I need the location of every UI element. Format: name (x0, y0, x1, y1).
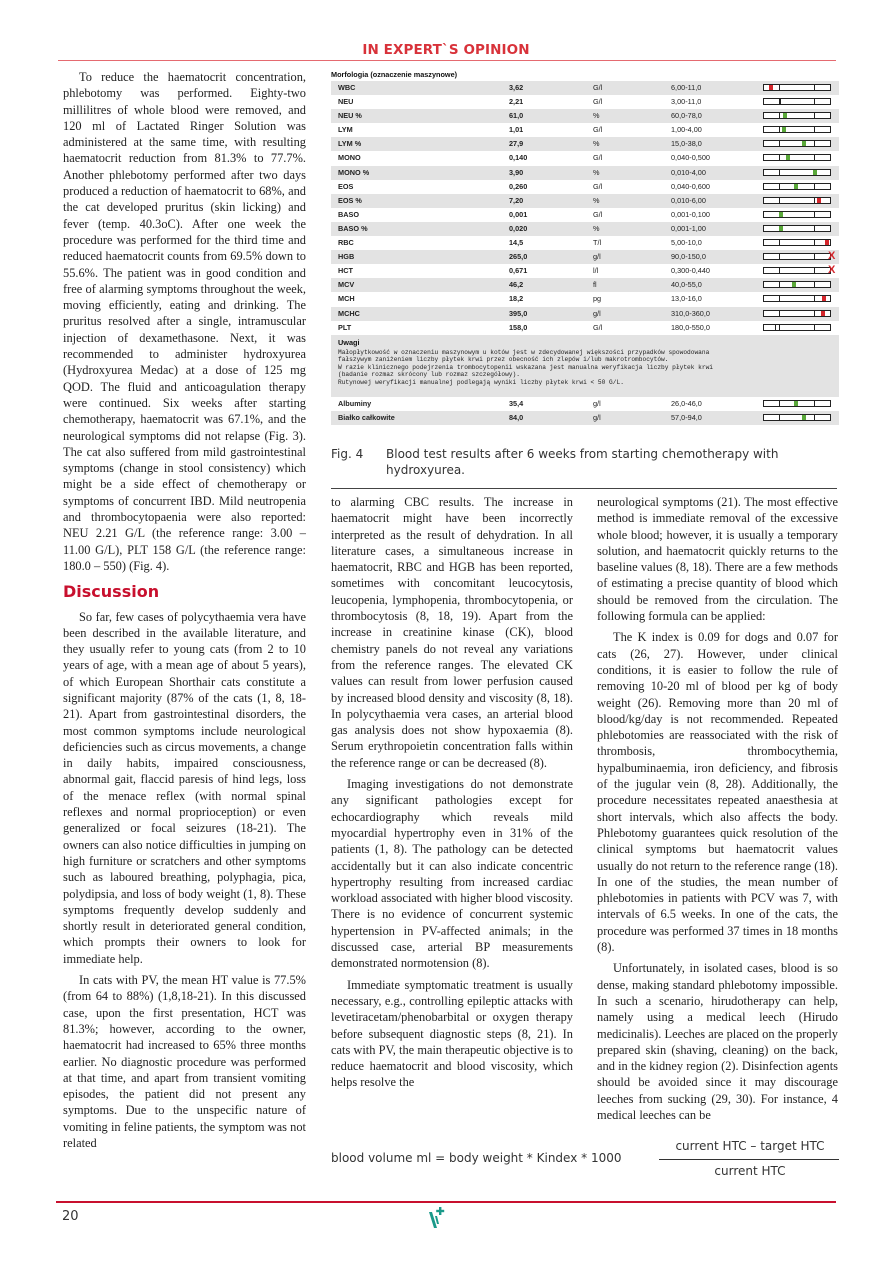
test-value: 3,90 (509, 167, 524, 177)
gauge-marker (779, 226, 783, 231)
reference-range: 0,040-0,500 (671, 153, 710, 163)
paragraph: Immediate symptomatic treatment is usually necessary, e.g., controlling epileptic attacks with levetiracetam/phenobarbital or oxygen therapy before subsequent diagnostic steps (8, 21). In cats with PV, the main therapeutic objective is to reduce haematocrit and blood viscosity, which helps resolve the (331, 977, 573, 1090)
test-value: 14,5 (509, 238, 524, 248)
reference-range: 13,0-16,0 (671, 294, 702, 304)
test-value: 3,62 (509, 83, 524, 92)
range-gauge (763, 84, 831, 91)
test-name: MONO % (338, 167, 370, 177)
paragraph: to alarming CBC results. The increase in haematocrit might have been incorrectly interpreted as the result of dehydration. In all literature cases, a simultaneous increase in haematocrit, RBC and HGB has been reported, sometimes with concomitant leucocytosis, leucopenia, lymphopenia, thrombocytopenia, or thrombocytosis (8, 18, 19). Apart from the increase in creatinine kinase (CK), blood chemistry panels do not reveal any variations from the reference ranges. The elevated CK values can result from lower perfusion caused by increased blood density and viscosity (8, 18). In polycythaemia vera cases, an arterial blood gas analysis does not show hypoxaemia (8). Serum erythropoietin concentration falls within the reference range or can be decreased (8). (331, 495, 573, 770)
gauge-marker (769, 85, 773, 90)
paragraph: The K index is 0.09 for dogs and 0.07 for cats (26, 27). However, under clinical conditions, it is easier to follow the rule of removing 10-20 ml of blood per kg of body weight (26). Removing more than 20 ml of blood/kg/day is not recommended. Repeated phlebotomies are reassociated with the risk of thrombosis, thrombocythemia, hypalbuminaemia, iron deficiency, and fibrosis of the jugular vein (8, 28). Additionally, the procedure necessitates repeated anaesthesia at short intervals, which also affects the body. Phlebotomy guarantees quick resolution of the clinical symptoms but haematocrit values usually do not return to the reference range (18). In one of the studies, the mean number of phlebotomies in patients with PCV was 7, with intervals of 6.5 weeks. In one of the cats, the procedure was performed 37 times in 18 months (8). (597, 630, 838, 955)
test-unit: fl (593, 280, 597, 290)
test-unit: G/l (593, 97, 603, 107)
range-gauge (763, 225, 831, 232)
test-value: 7,20 (509, 195, 524, 205)
test-name: LYM % (338, 139, 362, 149)
paragraph: To reduce the haematocrit concentration, phlebotomy was performed. Eighty-two millilitres of whole blood were removed, and 120 ml of Lactated Ringer Solution was administered at the same time, with resulting haematocrit reduction from 81.3% to 77.7%. Another phlebotomy performed after two days produced a reduction of haematocrit to 68%, and the cat developed pruritus (skin licking) and fever (temp. 40.3oC). After one week the procedure was performed for the third time and reduced haematocrit counts from 69.5% down to 55.6%. The patient was in good condition and free of alarming symptoms throughout the week, moving efficiently, eating and drinking. The pruritus resolved after a single, intramuscular injection of dexamethasone. Next, it was recommended to administer hydroxyurea (Hydroxyurea Medac) at a dose of 125 mg QOD. The fluid and anticoagulation therapy were continued. Six weeks after starting chemotherapy, haematocrit was 67.1%, and the neurological symptoms did not relapse (Fig. 3). The cat also suffered from mild gastrointestinal symptoms (change in stool consistency) which might be a side effect of chemotherapy or symptoms of concurrent IBD. Mild neutropenia and thrombocytopaenia were also reported: NEU 2.21 G/L (the reference range: 3.00 – 11.00 G/L), PLT 158 G/L (the reference range: 180.0 – 550) (Fig. 4). (63, 70, 306, 573)
gauge-marker (775, 325, 777, 330)
reference-range: 180,0-550,0 (671, 322, 710, 332)
range-gauge (763, 295, 831, 302)
header-divider (58, 60, 836, 61)
test-unit: g/l (593, 252, 601, 262)
reference-range: 0,010-4,00 (671, 167, 706, 177)
test-name: Białko całkowite (338, 412, 395, 422)
gauge-marker (783, 113, 787, 118)
gauge-marker (794, 184, 798, 189)
test-unit: % (593, 167, 600, 177)
reference-range: 60,0-78,0 (671, 111, 702, 121)
lab-table (331, 81, 839, 335)
range-gauge (763, 112, 831, 119)
reference-range: 310,0-360,0 (671, 308, 710, 318)
page-number: 20 (62, 1209, 79, 1224)
test-value: 2,21 (509, 97, 524, 107)
lab-row (331, 151, 839, 165)
gauge-marker (802, 141, 806, 146)
range-gauge (763, 169, 831, 176)
test-name: MONO (338, 153, 361, 163)
figure-caption-text: Blood test results after 6 weeks from starting chemotherapy with hydroxyurea. (386, 447, 779, 477)
test-value: 84,0 (509, 412, 524, 422)
range-gauge (763, 154, 831, 161)
test-unit: G/l (593, 125, 603, 135)
test-value: 27,9 (509, 139, 524, 149)
reference-range: 0,040-0,600 (671, 181, 710, 191)
paragraph: neurological symptoms (21). The most effective method is immediate removal of the excessive whole blood; however, it is usually a temporary solution, and haematocrit quickly returns to the baseline values (8, 18). There are a few methods of estimating a precise quantity of blood which should be removed from the circulation. The following formula can be applied: (597, 495, 838, 624)
range-gauge (763, 324, 831, 331)
reference-range: 3,00-11,0 (671, 97, 702, 107)
range-gauge (763, 414, 831, 421)
lab-row (331, 208, 839, 222)
gauge-marker (792, 282, 796, 287)
test-name: HGB (338, 252, 355, 262)
reference-range: 57,0-94,0 (671, 412, 702, 422)
lab-section-title: Morfologia (oznaczenie maszynowe) (331, 70, 458, 79)
test-unit: G/l (593, 322, 603, 332)
lab-row (331, 222, 839, 236)
remarks-line: (badanie rozmaz skrócony lub rozmaz szczegółowy). (338, 371, 520, 379)
test-unit: % (593, 195, 600, 205)
test-unit: % (593, 139, 600, 149)
gauge-marker (802, 415, 806, 420)
range-gauge (763, 253, 831, 260)
test-unit: pg (593, 294, 602, 304)
gauge-marker (794, 401, 798, 406)
test-unit: G/l (593, 153, 603, 163)
test-unit: T/l (593, 238, 602, 248)
test-name: WBC (338, 83, 356, 92)
reference-range: 26,0-46,0 (671, 398, 702, 408)
test-value: 18,2 (509, 294, 524, 304)
lab-row (331, 307, 839, 321)
remarks-line: W razie klinicznego podejrzenia trombocytopenii wskazana jest manualna weryfikacja liczby płytek krwi (338, 363, 714, 371)
remarks-line: Małopłytkowość w oznaczeniu maszynowym u kotów jest w zdecydowanej większości przypadków spowodowana (338, 348, 710, 356)
gauge-marker (779, 212, 783, 217)
phlebotomy-formula (331, 1137, 841, 1187)
test-unit: G/l (593, 83, 603, 92)
formula-denominator: current HTC (714, 1164, 786, 1178)
range-gauge (763, 126, 831, 133)
lab-row (331, 236, 839, 250)
reference-range: 5,00-10,0 (671, 238, 702, 248)
fraction-bar (659, 1159, 839, 1160)
test-value: 395,0 (509, 308, 528, 318)
off-scale-icon: X (828, 264, 836, 277)
lab-row (331, 292, 839, 306)
test-name: EOS % (338, 195, 362, 205)
range-gauge (763, 400, 831, 407)
column-1 (63, 69, 306, 1156)
test-name: BASO % (338, 223, 368, 233)
test-value: 265,0 (509, 252, 528, 262)
gauge-marker (821, 311, 825, 316)
range-gauge (763, 281, 831, 288)
test-name: LYM (338, 125, 353, 135)
vet-plus-logo-icon (426, 1206, 446, 1230)
test-name: MCHC (338, 308, 360, 318)
column-3 (597, 494, 838, 1128)
paragraph: So far, few cases of polycythaemia vera have been described in the available literature, and they usually refer to young cats (from 2 to 10 years of age, with a mean age of about 5 years), of which European Shorthair cats constitute a significant majority (87% of the cats (1, 8, 18-21). Apart from gastrointestinal disorders, the most common symptoms include neurological deficiencies such as circus movements, a change in daily habits, impaired consciousness, abnormal gait, flaccid paresis of hind legs, loss of the menace reflex (with normal spinal reflexes and normal proprioception) or even generalized or focal seizures (18-21). The owners can also notice difficulties in jumping on high furniture or scratchers and other symptoms such as laboured breathing, polyphagia, pica, polydipsia, and loss of body weight (1, 8). These symptoms frequently develop suddenly and shortly result in deteriorated general condition, which prompts their owners to look for immediate help. (63, 609, 306, 966)
test-name: MCV (338, 280, 355, 290)
test-value: 0,020 (509, 223, 528, 233)
gauge-marker (813, 170, 817, 175)
gauge-marker (817, 198, 821, 203)
paragraph: In cats with PV, the mean HT value is 77.5% (from 64 to 88%) (1,8,18-21). In this discussed case, upon the first presentation, HCT was 81.3%; however, according to the owner, haematocrit had increased to 65% three months earlier. No diagnostic procedure was performed at that time, and apart from transient vomiting episodes, the patient did not present any symptoms. Due to the unspecific nature of vomiting in feline patients, the symptom was not related (63, 973, 306, 1150)
test-unit: g/l (593, 412, 601, 422)
lab-row (331, 397, 839, 411)
range-gauge (763, 197, 831, 204)
column-2 (331, 494, 573, 1096)
test-name: EOS (338, 181, 354, 191)
discussion-heading: Discussion (63, 582, 160, 602)
test-name: Albuminy (338, 398, 372, 408)
test-unit: G/l (593, 209, 603, 219)
remarks-title: Uwagi (338, 337, 360, 347)
remarks-line: fałszywym zaniżeniem liczby płytek krwi przez obecność ich zlepów i/lub makrotrombocytów. (338, 356, 669, 364)
test-unit: % (593, 223, 600, 233)
gauge-marker (822, 296, 826, 301)
test-value: 0,260 (509, 181, 528, 191)
lab-row (331, 109, 839, 123)
lab-row (331, 278, 839, 292)
reference-range: 15,0-38,0 (671, 139, 702, 149)
test-value: 46,2 (509, 280, 524, 290)
reference-range: 6,00-11,0 (671, 83, 702, 92)
test-name: RBC (338, 238, 354, 248)
reference-range: 90,0-150,0 (671, 252, 706, 262)
caption-divider (331, 488, 837, 489)
test-unit: % (593, 111, 600, 121)
range-gauge (763, 183, 831, 190)
test-name: MCH (338, 294, 355, 304)
gauge-marker (782, 127, 786, 132)
reference-range: 0,010-6,00 (671, 195, 706, 205)
gauge-marker (825, 240, 829, 245)
test-value: 0,671 (509, 266, 528, 276)
lab-row (331, 411, 839, 425)
test-value: 0,001 (509, 209, 528, 219)
lab-row (331, 137, 839, 151)
lab-row (331, 264, 839, 278)
footer-divider (56, 1201, 836, 1203)
lab-row (331, 95, 839, 109)
range-gauge (763, 267, 831, 274)
test-name: NEU % (338, 111, 362, 121)
test-name: BASO (338, 209, 360, 219)
reference-range: 40,0-55,0 (671, 280, 702, 290)
test-name: HCT (338, 266, 353, 276)
test-unit: G/l (593, 181, 603, 191)
formula-lhs: blood volume ml = body weight * Kindex * 1000 (331, 1151, 622, 1165)
lab-row (331, 180, 839, 194)
test-value: 1,01 (509, 125, 524, 135)
paragraph: Imaging investigations do not demonstrate any significant pathologies except for echocardiography which reveals mild myocardial hypertrophy even in 31% of the patients (1, 8). The pathology can be detected accidentally but it can also indicate concentric hypertrophy resulting from increased cardiac workload associated with higher blood viscosity. There is no evidence of concurrent systemic hypertension in PV-affected animals; in the discussed case, arterial BP measurements demonstrated normotension (8). (331, 777, 573, 971)
test-name: NEU (338, 97, 354, 107)
blood-test-figure (331, 68, 839, 425)
lab-row (331, 194, 839, 208)
test-name: PLT (338, 322, 352, 332)
chemistry-table (331, 397, 839, 425)
reference-range: 0,001-1,00 (671, 223, 706, 233)
lab-row (331, 250, 839, 264)
lab-row (331, 166, 839, 180)
test-value: 158,0 (509, 322, 528, 332)
test-unit: g/l (593, 398, 601, 408)
test-unit: l/l (593, 266, 599, 276)
range-gauge (763, 98, 831, 105)
test-unit: g/l (593, 308, 601, 318)
formula-numerator: current HTC – target HTC (675, 1139, 825, 1153)
section-header: IN EXPERT`S OPINION (362, 42, 530, 58)
lab-row (331, 123, 839, 137)
test-value: 35,4 (509, 398, 524, 408)
reference-range: 1,00-4,00 (671, 125, 702, 135)
test-value: 0,140 (509, 153, 528, 163)
range-gauge (763, 211, 831, 218)
remarks-line: Rutynowej weryfikacji manualnej podlegają wyniki liczby płytek krwi < 50 G/L. (338, 379, 624, 387)
off-scale-icon: X (828, 250, 836, 263)
lab-row (331, 321, 839, 335)
range-gauge (763, 310, 831, 317)
gauge-marker (780, 99, 782, 104)
range-gauge (763, 140, 831, 147)
range-gauge (763, 239, 831, 246)
remarks-box (331, 335, 839, 397)
figure-number: Fig. 4 (331, 447, 364, 461)
test-value: 61,0 (509, 111, 524, 121)
lab-row (331, 81, 839, 95)
paragraph: Unfortunately, in isolated cases, blood is so dense, making standard phlebotomy impossible. In such a scenario, hirudotherapy can help, namely using a medical leech (Hirudo medicinalis). Leeches are placed on the properly prepared skin (shaving, cleaning) on the back, and in the kidney region (2). Disinfection agents should be avoided since it may discourage leeches from sucking (29, 30). For instance, 4 medical leeches can be (597, 961, 838, 1122)
reference-range: 0,001-0,100 (671, 209, 710, 219)
gauge-marker (786, 155, 790, 160)
reference-range: 0,300-0,440 (671, 266, 710, 276)
